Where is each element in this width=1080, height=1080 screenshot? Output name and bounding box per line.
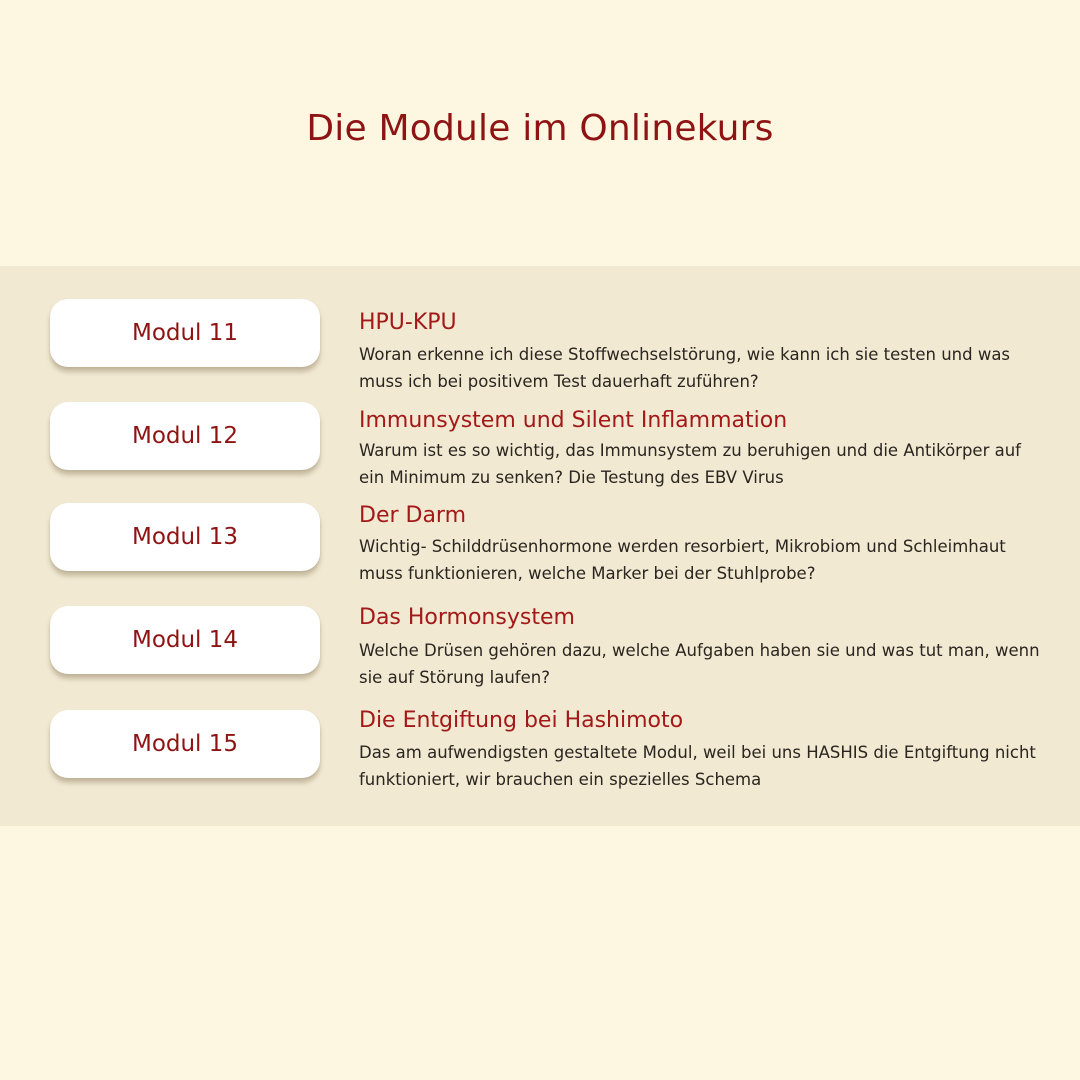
- module-title: Der Darm: [359, 503, 467, 528]
- module-button[interactable]: [50, 299, 320, 367]
- module-description: Woran erkenne ich diese Stoffwechselstörung, wie kann ich sie testen und was muss ich bei positivem Test dauerhaft zuführen?: [359, 345, 1011, 391]
- module-description: Warum ist es so wichtig, das Immunsystem zu beruhigen und die Antikörper auf ein Minimum zu senken? Die Testung des EBV Virus: [359, 441, 1021, 487]
- module-title: Immunsystem und Silent Inflammation: [359, 408, 788, 433]
- module-label: Modul 11: [131, 320, 239, 346]
- module-title: Die Entgiftung bei Hashimoto: [359, 708, 684, 733]
- module-description: Welche Drüsen gehören dazu, welche Aufgaben haben sie und was tut man, wenn sie auf Störung laufen?: [359, 641, 1040, 687]
- module-label: Modul 14: [131, 627, 239, 653]
- module-title: HPU-KPU: [359, 310, 457, 335]
- page-title: Die Module im Onlinekurs: [306, 108, 774, 149]
- module-label: Modul 12: [131, 423, 239, 449]
- module-description: Das am aufwendigsten gestaltete Modul, weil bei uns HASHIS die Entgiftung nicht funktioniert, wir brauchen ein spezielles Schema: [359, 743, 1036, 789]
- module-button[interactable]: [50, 606, 320, 674]
- module-button[interactable]: [50, 710, 320, 778]
- module-label: Modul 15: [131, 731, 239, 757]
- module-description: Wichtig- Schilddrüsenhormone werden resorbiert, Mikrobiom und Schleimhaut muss funktionieren, welche Marker bei der Stuhlprobe?: [359, 537, 1006, 583]
- module-button[interactable]: [50, 402, 320, 470]
- module-label: Modul 13: [131, 524, 239, 550]
- module-button[interactable]: [50, 503, 320, 571]
- module-title: Das Hormonsystem: [359, 605, 575, 630]
